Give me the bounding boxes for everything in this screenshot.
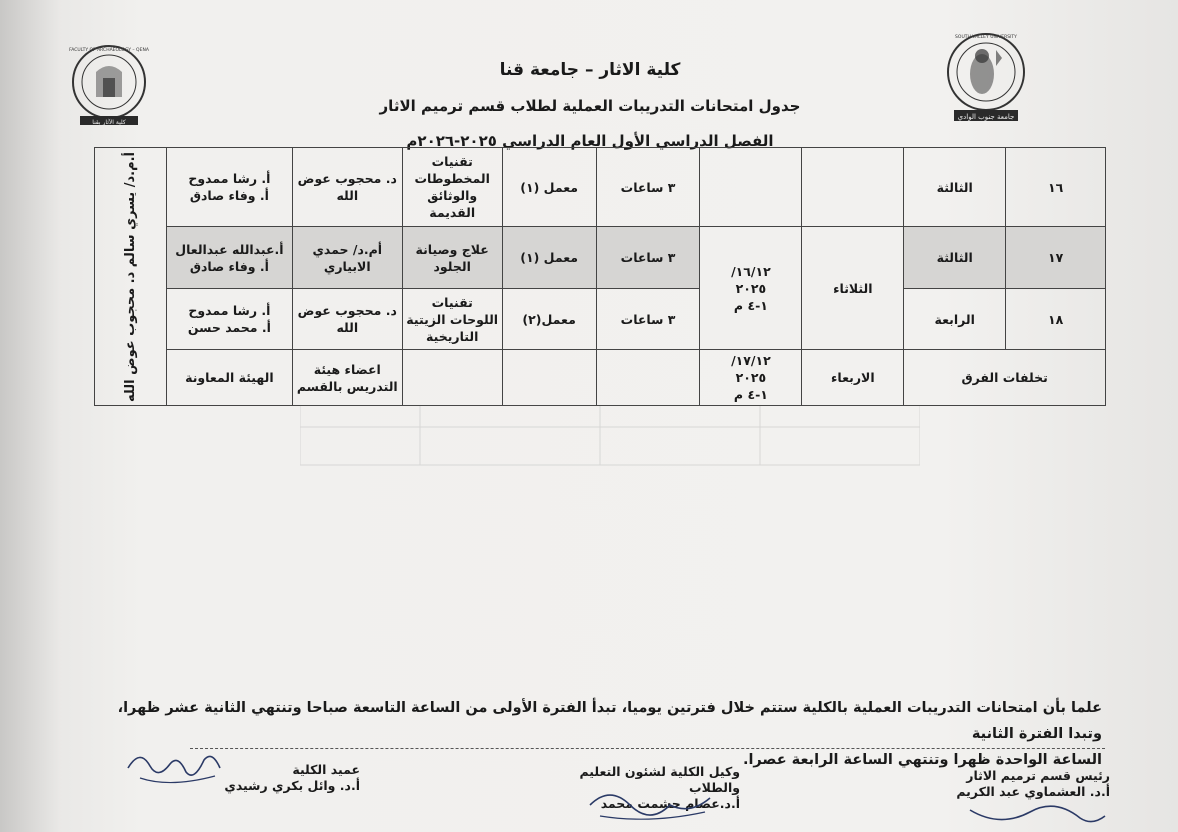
subject-cell	[402, 350, 502, 406]
signature-name: أ.د.عصام حشمت محمد	[600, 796, 740, 811]
year-text: ٢٠٢٥	[735, 280, 767, 296]
observers-cell	[166, 227, 292, 289]
observer-name: أ. وفاء صادق	[189, 188, 269, 203]
date-cell	[700, 350, 802, 406]
level-cell: الثالثة	[904, 148, 1006, 227]
observer-name: أ. رشا ممدوح	[188, 303, 271, 318]
observers-cell: الهيئة المعاونة	[166, 350, 292, 406]
row-number: ١٦	[1006, 148, 1106, 227]
examiner-cell: أم.د/ حمدي الابياري	[292, 227, 402, 289]
university-logo-seal	[940, 30, 1032, 125]
supervisors-cell	[95, 148, 167, 406]
bleed-through-shadow	[300, 405, 920, 470]
table-row	[95, 350, 1106, 406]
dean-handwritten-signature	[120, 738, 230, 793]
table-row	[95, 289, 1106, 350]
subject-cell: تقنيات اللوحات الزيتية التاريخية	[402, 289, 502, 350]
hours-cell	[596, 350, 700, 406]
hours-cell: ٣ ساعات	[596, 289, 700, 350]
date-text: ١٧/١٢/	[731, 353, 771, 368]
signature-title: وكيل الكلية لشئون التعليم والطلاب	[579, 764, 740, 795]
page-edge-shadow	[0, 0, 60, 832]
svg-text:SOUTH VALLEY UNIVERSITY: SOUTH VALLEY UNIVERSITY	[955, 35, 1017, 40]
day-cell: الاربعاء	[802, 350, 904, 406]
svg-text:جامعة جنوب الوادي: جامعة جنوب الوادي	[957, 113, 1015, 121]
college-name: كلية الاثار – جامعة قنا	[499, 60, 681, 80]
signature-divider	[190, 748, 1105, 749]
hours-cell: ٣ ساعات	[596, 227, 700, 289]
faculty-logo-seal	[66, 42, 152, 128]
examiner-cell: د. محجوب عوض الله	[292, 289, 402, 350]
level-cell: الثالثة	[904, 227, 1006, 289]
vice-dean-handwritten-signature	[580, 780, 720, 825]
observer-name: أ.عبدالله عبدالعال	[175, 241, 284, 257]
observers-cell	[166, 148, 292, 227]
department-head-handwritten-signature	[960, 790, 1110, 830]
exam-schedule-table	[94, 147, 1106, 406]
observer-name: أ. محمد حسن	[187, 320, 271, 335]
signature-title: رئيس قسم ترميم الاثار	[966, 768, 1110, 783]
table-row	[95, 148, 1106, 227]
row-number: ١٧	[1006, 227, 1106, 289]
svg-text:FACULTY OF ARCHAEOLOGY – QENA: FACULTY OF ARCHAEOLOGY – QENA	[69, 48, 149, 53]
year-text: ٢٠٢٥	[735, 370, 767, 385]
time-text: ١-٤ م	[733, 387, 768, 402]
signature-title: عميد الكلية	[292, 762, 360, 777]
hours-cell: ٣ ساعات	[596, 148, 700, 227]
svg-text:كلية الآثار بقنا: كلية الآثار بقنا	[92, 119, 126, 126]
schedule-title: جدول امتحانات التدريبات العملية لطلاب قسم ترميم الاثار	[379, 97, 801, 115]
date-text: ١٦/١٢/	[731, 263, 771, 279]
supervisors-text: أ.م.د/ يسري سالم د. محجوب عوض الله	[122, 151, 138, 402]
level-cell: تخلفات الفرق	[904, 350, 1106, 406]
subject-cell: علاج وصيانة الجلود	[402, 227, 502, 289]
date-cell	[700, 227, 802, 350]
level-cell: الرابعة	[904, 289, 1006, 350]
semester-line: الفصل الدراسي الأول العام الدراسي ٢٠٢٥-٢٠٢٦م	[406, 132, 774, 150]
time-text: ١-٤ م	[733, 297, 768, 313]
day-cell	[802, 148, 904, 227]
observer-name: أ. وفاء صادق	[189, 258, 269, 274]
signature-name: أ.د. العشماوي عبد الكريم	[956, 784, 1110, 799]
table-row	[95, 227, 1106, 289]
day-cell: الثلاثاء	[802, 227, 904, 350]
examiner-cell: اعضاء هيئة التدريس بالقسم	[292, 350, 402, 406]
footer-note-line: الساعة الواحدة ظهرا وتنتهي الساعة الرابعة عصرا.	[742, 752, 1102, 768]
subject-cell: تقنيات المخطوطات والوثائق القديمة	[402, 148, 502, 227]
footer-note-line: علما بأن امتحانات التدريبات العملية بالكلية ستتم خلال فترتين يوميا، تبدأ الفترة الأولى من الساعة التاسعة صباحا وتنتهي الثانية عشر ظهرا، وتبدا الفترة الثانية	[117, 700, 1102, 742]
lab-cell: معمل(٢)	[502, 289, 596, 350]
observers-cell	[166, 289, 292, 350]
row-number: ١٨	[1006, 289, 1106, 350]
date-cell	[700, 148, 802, 227]
observer-name: أ. رشا ممدوح	[188, 171, 271, 186]
signature-name: أ.د. وائل بكري رشيدي	[224, 778, 360, 793]
lab-cell: معمل (١)	[502, 148, 596, 227]
lab-cell: معمل (١)	[502, 227, 596, 289]
examiner-cell: د. محجوب عوض الله	[292, 148, 402, 227]
lab-cell	[502, 350, 596, 406]
